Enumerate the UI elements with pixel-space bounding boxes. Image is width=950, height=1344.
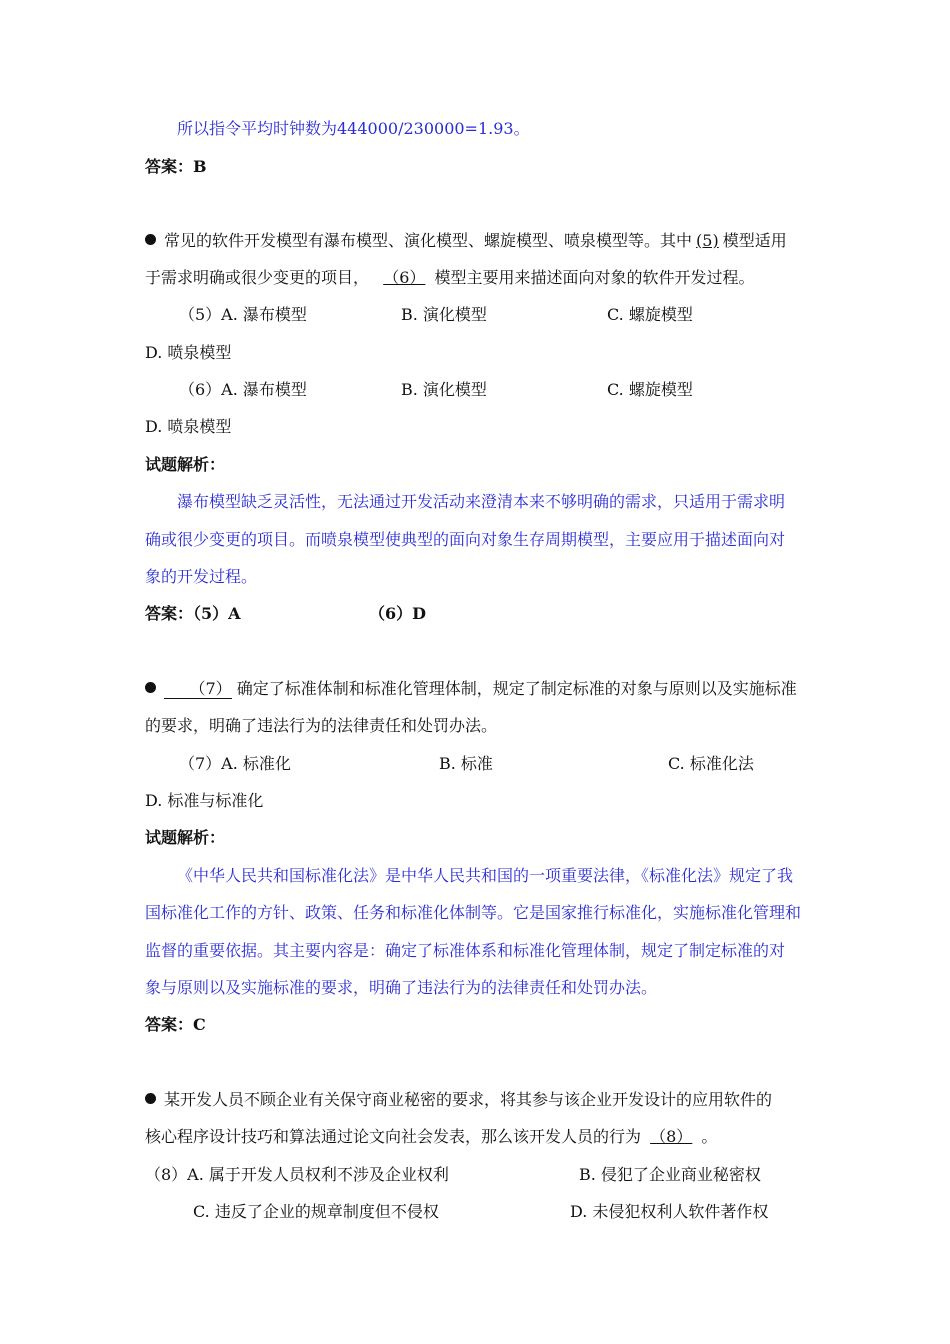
answer-blank: （6） <box>383 268 426 287</box>
option-a: （6）A. 瀑布模型 <box>179 380 307 399</box>
option-a: （7）A. 标准化 <box>179 754 291 773</box>
option-d: D. 喷泉模型 <box>145 343 232 362</box>
answer-line: 答案：（5）A <box>145 604 241 623</box>
analysis-text: 瀑布模型缺乏灵活性，无法通过开发活动来澄清本来不够明确的需求，只适用于需求明 <box>177 492 786 511</box>
option-c: C. 螺旋模型 <box>607 380 693 399</box>
question-stem-line: 的要求，明确了违法行为的法律责任和处罚办法。 <box>145 716 498 735</box>
answer-line: 答案：B <box>145 157 207 176</box>
option-d: D. 未侵犯权利人软件著作权 <box>570 1202 769 1221</box>
question-stem-line: （7） 确定了标准体制和标准化管理体制，规定了制定标准的对象与原则以及实施标准 <box>145 678 797 700</box>
question-stem-line: 常见的软件开发模型有瀑布模型、演化模型、螺旋模型、喷泉模型等。其中 (5) 模型适用 <box>145 230 787 252</box>
analysis-text: 象与原则以及实施标准的要求，明确了违法行为的法律责任和处罚办法。 <box>145 978 658 997</box>
bullet-icon <box>145 1093 156 1104</box>
bullet-icon <box>145 682 156 693</box>
question-stem-line: 核心程序设计技巧和算法通过论文向社会发表，那么该开发人员的行为 （8） 。 <box>145 1127 718 1146</box>
analysis-text: 国标准化工作的方针、政策、任务和标准化体制等。它是国家推行标准化，实施标准化管理和 <box>145 903 802 922</box>
answer-line: （6）D <box>369 604 427 623</box>
answer-blank: （7） <box>164 680 232 699</box>
option-d: D. 标准与标准化 <box>145 791 264 810</box>
option-b: B. 演化模型 <box>401 305 487 324</box>
answer-blank: (5) <box>696 231 719 250</box>
question-stem-line: 某开发人员不顾企业有关保守商业秘密的要求，将其参与该企业开发设计的应用软件的 <box>145 1089 772 1111</box>
option-c: C. 螺旋模型 <box>607 305 693 324</box>
option-b: B. 标准 <box>439 754 493 773</box>
option-c: C. 违反了企业的规章制度但不侵权 <box>193 1202 439 1221</box>
option-b: B. 侵犯了企业商业秘密权 <box>579 1165 761 1184</box>
answer-line: 答案：C <box>145 1015 206 1034</box>
analysis-text: 《中华人民共和国标准化法》是中华人民共和国的一项重要法律，《标准化法》规定了我 <box>177 866 794 885</box>
option-a: （5）A. 瀑布模型 <box>179 305 307 324</box>
option-a: （8）A. 属于开发人员权利不涉及企业权利 <box>145 1165 449 1184</box>
analysis-text: 监督的重要依据。其主要内容是：确定了标准体系和标准化管理体制，规定了制定标准的对 <box>145 941 786 960</box>
option-d: D. 喷泉模型 <box>145 417 232 436</box>
analysis-label: 试题解析： <box>145 828 226 847</box>
answer-blank: （8） <box>650 1127 693 1146</box>
bullet-icon <box>145 234 156 245</box>
analysis-text: 确或很少变更的项目。而喷泉模型使典型的面向对象生存周期模型，主要应用于描述面向对 <box>145 530 786 549</box>
option-c: C. 标准化法 <box>668 754 754 773</box>
explanation-line: 所以指令平均时钟数为444000/230000=1.93。 <box>177 119 530 138</box>
analysis-label: 试题解析： <box>145 455 226 474</box>
analysis-text: 象的开发过程。 <box>145 567 258 586</box>
option-b: B. 演化模型 <box>401 380 487 399</box>
question-stem-line: 于需求明确或很少变更的项目， （6） 模型主要用来描述面向对象的软件开发过程。 <box>145 268 755 287</box>
